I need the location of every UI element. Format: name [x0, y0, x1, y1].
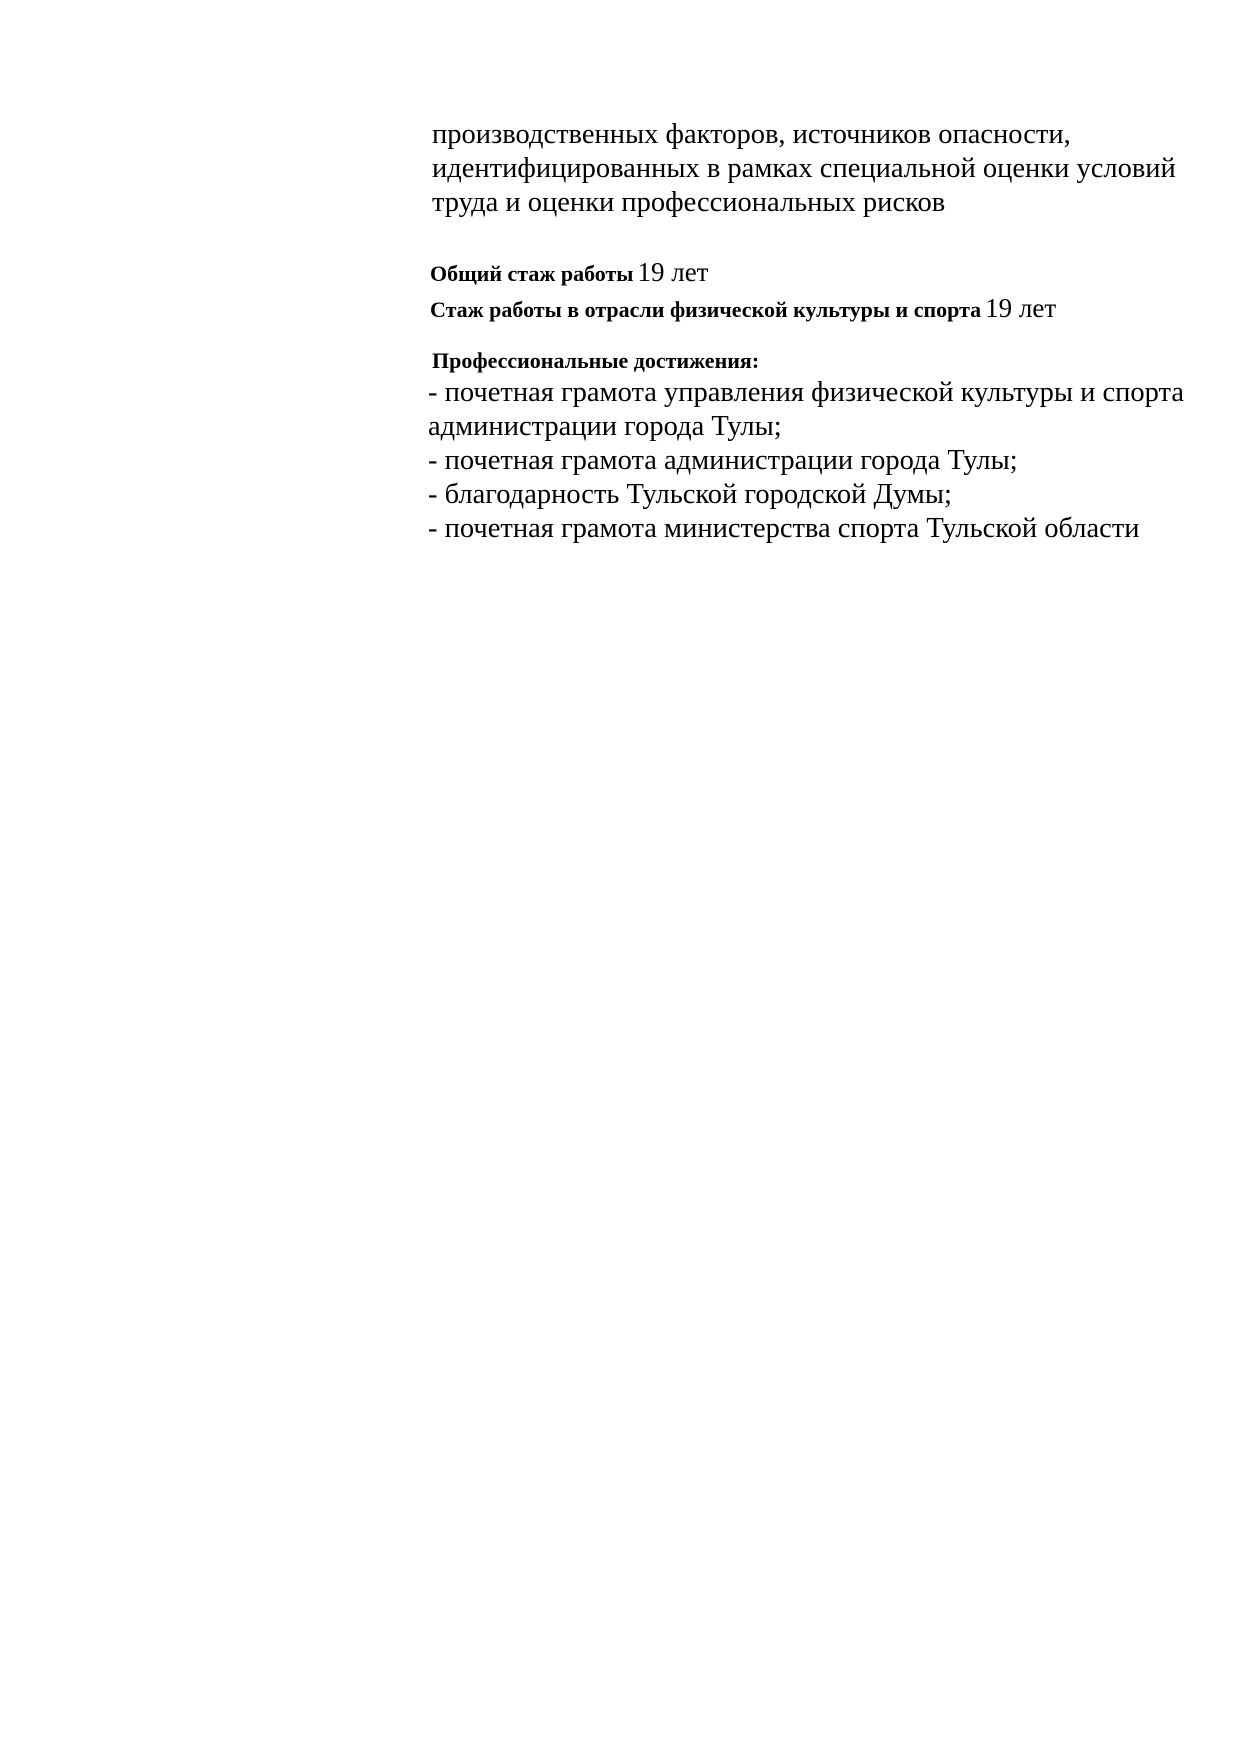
list-item — [428, 444, 1228, 478]
achievement-line: - почетная грамота управления физической культуры и спорта — [428, 377, 1185, 408]
sport-experience-value: 19 лет — [985, 293, 1057, 323]
experience-block — [430, 254, 1220, 326]
achievement-line: - благодарность Тульской городской Думы; — [428, 479, 952, 510]
achievements-list — [428, 376, 1228, 546]
total-experience-label: Общий стаж работы — [430, 261, 634, 286]
sport-experience — [430, 290, 1220, 326]
list-item — [428, 512, 1228, 546]
intro-line: идентифицированных в рамках специальной оценки условий — [432, 153, 1176, 184]
list-item — [428, 376, 1228, 444]
list-item — [428, 478, 1228, 512]
total-experience — [430, 254, 1220, 290]
intro-line: труда и оценки профессиональных рисков — [432, 187, 946, 218]
achievement-line: - почетная грамота министерства спорта Тульской области — [428, 513, 1140, 544]
achievement-line: - почетная грамота администрации города Тулы; — [428, 445, 1018, 476]
total-experience-value: 19 лет — [637, 257, 709, 287]
intro-line: производственных факторов, источников опасности, — [432, 119, 1071, 150]
intro-paragraph — [432, 118, 1212, 220]
sport-experience-label: Стаж работы в отрасли физической культуры и спорта — [430, 297, 982, 322]
achievements-section — [428, 346, 1228, 546]
achievement-line: администрации города Тулы; — [428, 411, 782, 442]
achievements-heading: Профессиональные достижения: — [432, 348, 760, 373]
